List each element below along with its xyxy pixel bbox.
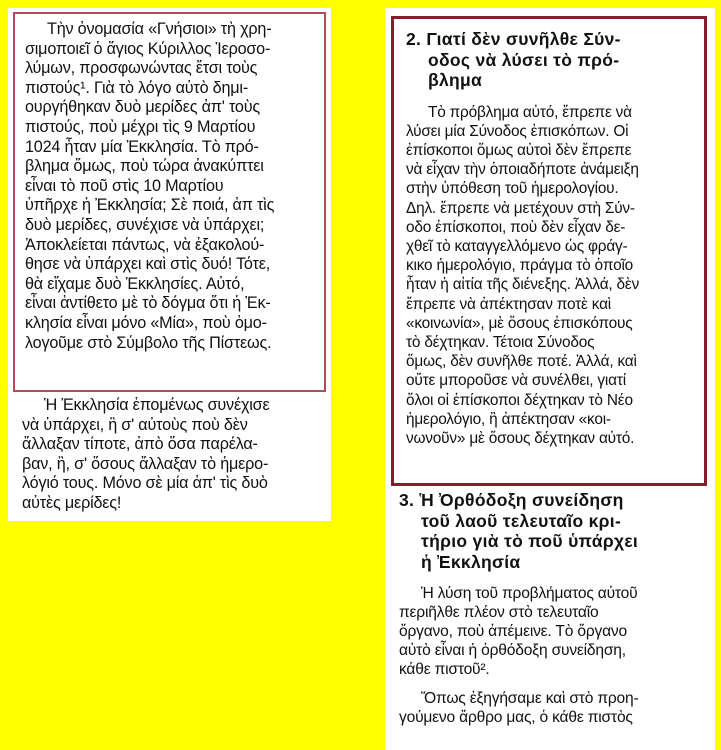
highlighted-paragraph [25, 20, 318, 353]
section-2-box [391, 16, 707, 486]
text-line: περιῆλθε πλέον στὸ τελευταῖο [399, 604, 599, 621]
text-line: οδος νὰ λύσει τὸ πρό- [428, 49, 620, 70]
text-line: νωνοῦν» μὲ ὅσους δέχτηκαν αὐτό. [406, 429, 635, 447]
text-line: πιστούς¹. Γιὰ τὸ λόγο αὐτὸ δημι- [25, 78, 249, 97]
section-3 [399, 490, 701, 727]
section-3-heading [399, 490, 701, 572]
text-line: ὅμως, δὲν συνῆλθε ποτέ. Ἀλλά, καὶ [406, 353, 637, 371]
left-column [8, 8, 331, 521]
text-line: κάθε πιστοῦ². [399, 661, 490, 678]
highlighted-passage [13, 12, 326, 392]
text-line: Τὸ πρόβλημα αὐτό, ἔπρεπε νὰ [428, 103, 632, 121]
text-line: στὴν ὑπόθεση τοῦ ἡμερολογίου. [406, 180, 619, 198]
text-line: δυὸ μερίδες, συνέχισε νὰ ὑπάρχει; [25, 215, 265, 234]
text-line: ἐπίσκοποι ὅμως αὐτοὶ δὲν ἔπρεπε [406, 141, 632, 159]
continuation-paragraph [22, 396, 322, 514]
text-line: βαν, ἢ, σ' ὅσους ἄλλαξαν τὸ ἡμερο- [22, 454, 269, 473]
text-line: κικο ἡμερολόγιο, πράγμα τὸ ὁποῖο [406, 257, 634, 275]
text-line: 1024 ἦταν μία Ἐκκλησία. Τὸ πρό- [25, 137, 259, 156]
text-line: βλημα [428, 70, 483, 90]
text-line: οὔτε μποροῦσε νὰ συνέλθει, γιατί [406, 372, 626, 390]
text-line: 3. Ἡ Ὀρθόδοξη συνείδηση [399, 490, 624, 510]
text-line: λογοῦμε στὸ Σύμβολο τῆς Πίστεως. [25, 333, 272, 352]
text-line: νὰ ὑπάρχει, ἢ σ' αὐτοὺς ποὺ δὲν [22, 415, 248, 434]
text-line: θὰ εἴχαμε δυὸ Ἐκκλησίες. Αὐτό, [25, 274, 245, 293]
text-line: ὄργανο, ποὺ ἀπέμεινε. Τὸ ὄργανο [399, 623, 627, 640]
text-line: τὸ δέχτηκαν. Τέτοια Σύνοδος [406, 333, 595, 351]
text-line: Ὅπως ἐξηγήσαμε καὶ στὸ προη- [421, 690, 639, 707]
text-line: τήριο γιὰ τὸ ποῦ ὑπάρχει [421, 531, 639, 551]
right-column [385, 8, 715, 750]
text-line: εἶναι ἀντίθετο μὲ τὸ δόγμα ὅτι ἡ Ἐκ- [25, 294, 271, 313]
section-3-paragraph-2 [399, 689, 701, 727]
text-line: τοῦ λαοῦ τελευταῖο κρι- [421, 510, 622, 531]
text-line: 2. Γιατί δὲν συνῆλθε Σύν- [406, 29, 621, 49]
text-line: αὐτὸ εἶναι ἡ ὀρθόδοξη συνείδηση, [399, 642, 626, 659]
text-line: ἡμερολόγιο, ἢ ἀπέκτησαν «κοι- [406, 410, 611, 428]
text-line: ἡ Ἐκκλησία [421, 551, 521, 572]
text-line: σιμοποιεῖ ὁ ἅγιος Κύριλλος Ἱεροσο- [25, 39, 271, 58]
text-line: λόγιό τους. Μόνο σὲ μία ἀπ' τὶς δυὸ [22, 474, 268, 493]
text-line: Ἀποκλείεται πάντως, νὰ ἐξακολού- [25, 235, 265, 254]
text-line: Ἡ λύση τοῦ προβλήματος αὐτοῦ [421, 585, 638, 602]
text-line: αὐτὲς μερίδες! [22, 493, 122, 512]
text-line: Δηλ. ἔπρεπε νὰ μετέχουν στὴ Σύν- [406, 199, 635, 217]
text-line: ὑπῆρχε ἡ Ἐκκλησία; Σὲ ποιά, ἀπ τὶς [25, 196, 275, 215]
text-line: πιστούς, ποὺ μέχρι τὶς 9 Μαρτίου [25, 117, 256, 136]
text-line: κλησία εἶναι μόνο «Μία», ποὺ ὁμο- [25, 313, 267, 332]
text-line: Τὴν ὀνομασία «Γνήσιοι» τὴ χρη- [47, 20, 272, 38]
text-line: λύμων, προσφωνώντας ἔτσι τοὺς [25, 59, 258, 78]
text-line: ἄλλαξαν τίποτε, ἀπὸ ὅσα παρέλα- [22, 435, 258, 454]
text-line: γούμενο ἄρθρο μας, ὁ κάθε πιστὸς [399, 709, 633, 726]
text-line: οδο ἐπίσκοποι, ποὺ δὲν εἶχαν δε- [406, 218, 626, 236]
text-line: λύσει μία Σύνοδος ἐπισκόπων. Οἱ [406, 122, 629, 140]
text-line: εἶναι τὸ ποῦ στὶς 10 Μαρτίου [25, 176, 224, 195]
text-line: ἦταν ἡ αἰτία τῆς διένεξης. Ἀλλά, δὲν [406, 276, 640, 294]
section-2-heading [406, 29, 696, 91]
text-line: ουργήθηκαν δυὸ μερίδες ἀπ' τοὺς [25, 98, 260, 117]
section-3-paragraph-1 [399, 584, 701, 679]
text-line: ὅλοι οἱ ἐπίσκοποι δέχτηκαν τὸ Νέο [406, 391, 633, 409]
text-line: βλημα ὅμως, ποὺ τώρα ἀνακύπτει [25, 157, 264, 176]
continuation-passage [22, 396, 322, 514]
section-2-paragraph [406, 103, 696, 449]
text-line: Ἡ Ἐκκλησία ἑπομένως συνέχισε [44, 396, 270, 414]
text-line: ἔπρεπε νὰ ἀπέκτησαν ποτὲ καὶ [406, 295, 611, 313]
text-line: χθεῖ τὸ καταγγελλόμενο ὡς φράγ- [406, 237, 628, 255]
text-line: νὰ εἶχαν τὴν ὁποιαδήποτε ἀνάμειξη [406, 161, 639, 179]
text-line: θησε νὰ ὑπάρχει καὶ στὶς δυό! Τότε, [25, 255, 271, 274]
text-line: «κοινωνία», μὲ ὅσους ἐπισκόπους [406, 314, 633, 332]
